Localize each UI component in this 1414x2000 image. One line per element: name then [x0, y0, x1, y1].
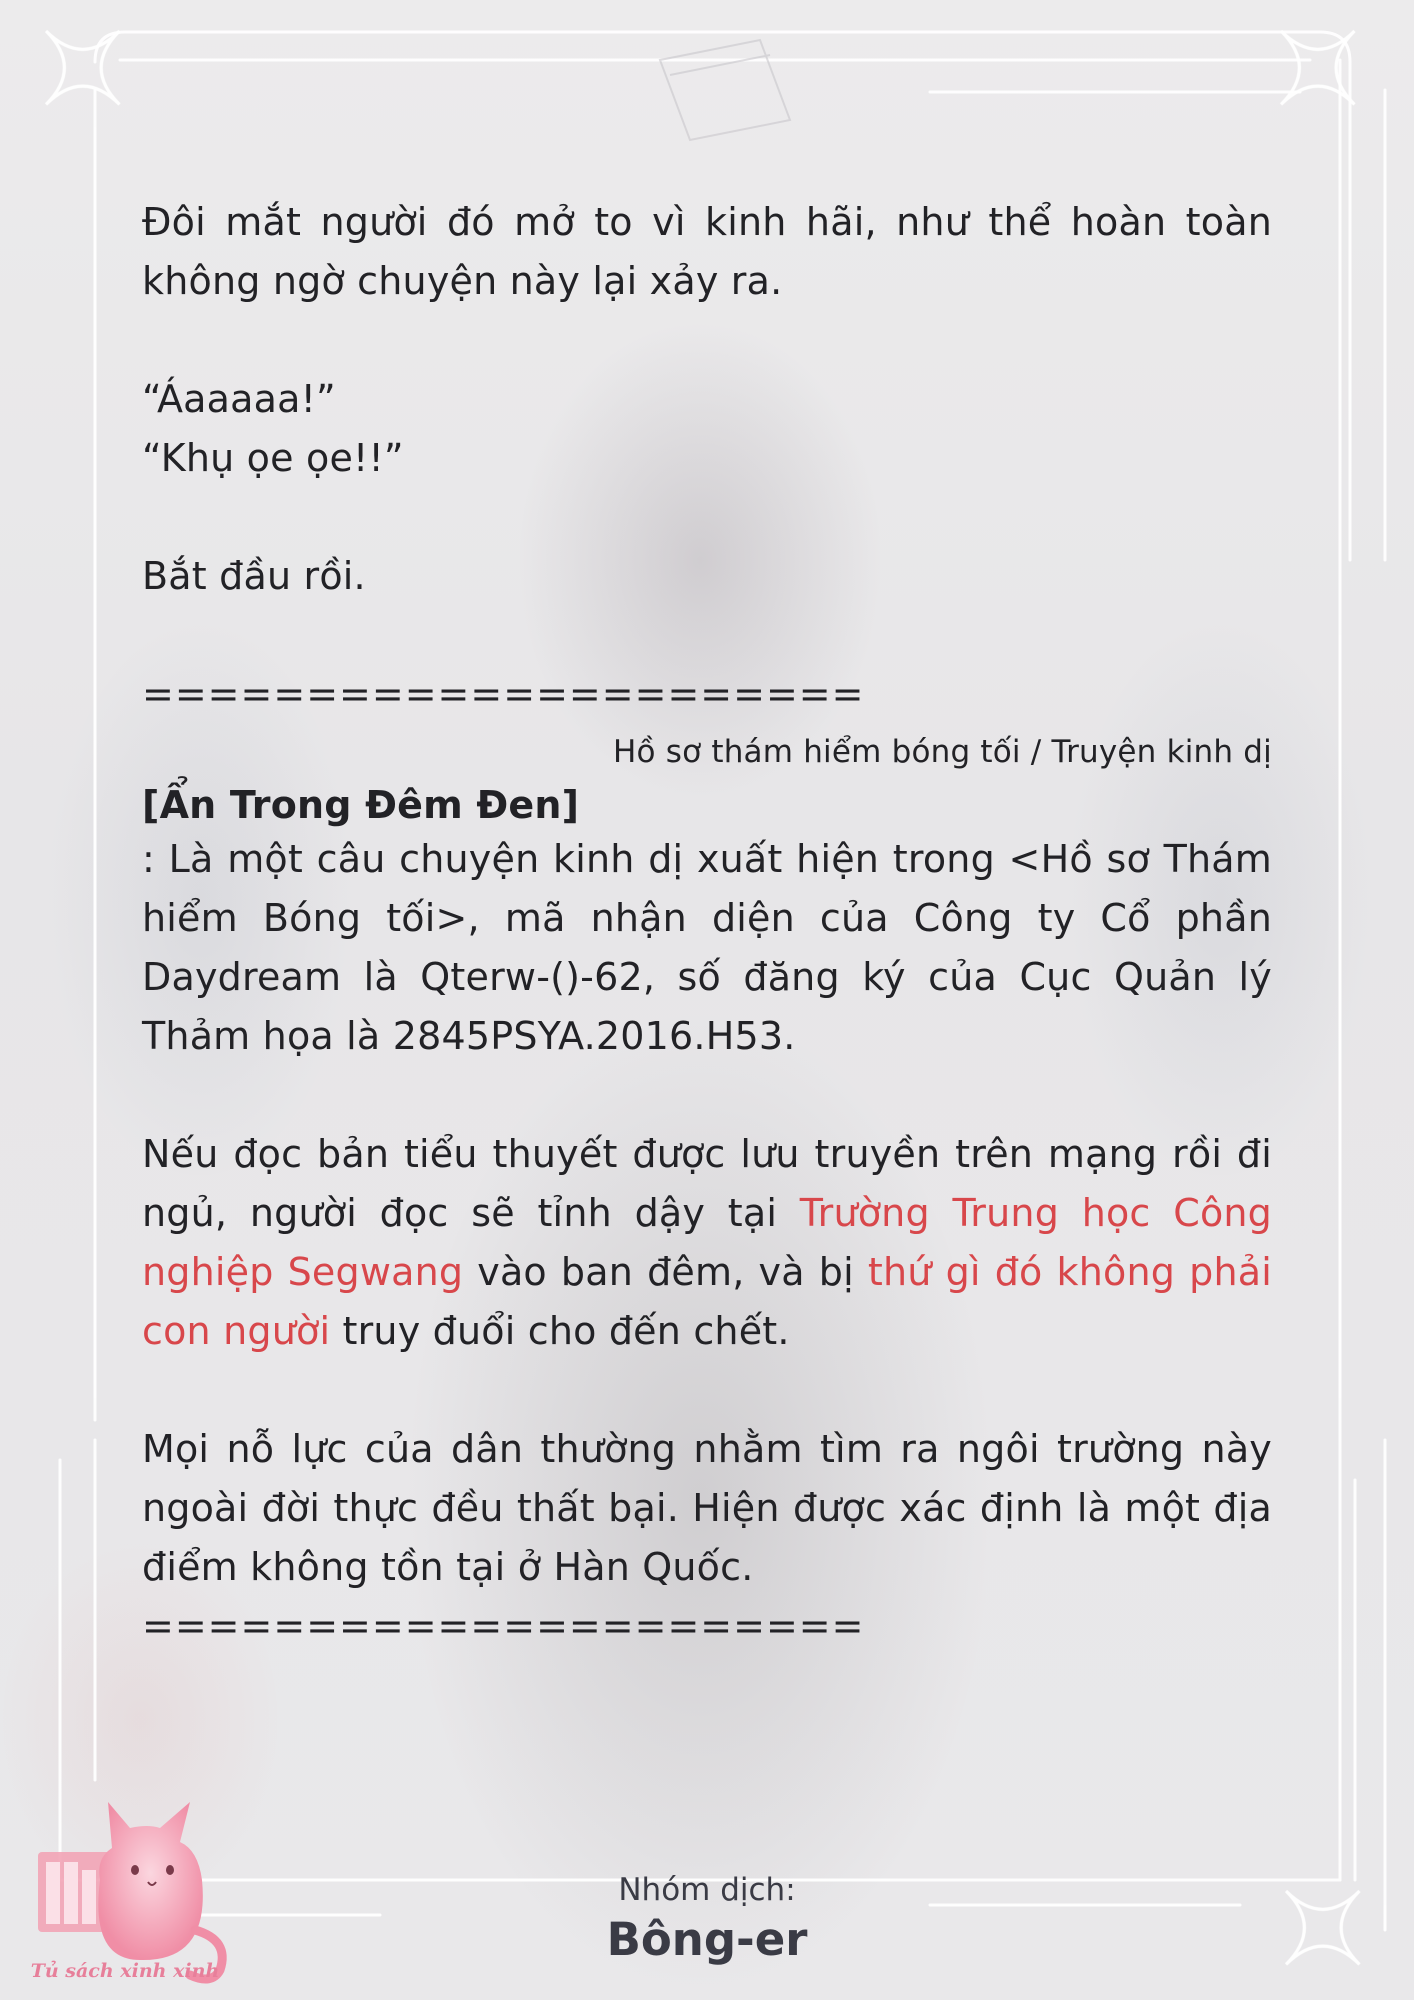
entry-paragraph-3: Mọi nỗ lực của dân thường nhằm tìm ra ngôi trường này ngoài đời thực đều thất bại. Hiện được xác định là một địa điểm không tồn tại ở Hàn Quốc. — [142, 1427, 1272, 1589]
separator-bottom: ====================== — [142, 1604, 865, 1648]
para2-text-2: vào ban đêm, và bị — [463, 1250, 868, 1294]
translator-name: Bông-er — [606, 1913, 808, 1966]
entry-description: : Là một câu chuyện kinh dị xuất hiện trong <Hồ sơ Thám hiểm Bóng tối>, mã nhận diện của Công ty Cổ phần Daydream là Qterw-()-62, số đăng ký của Cục Quản lý Thảm họa là 2845PSYA.2016.H53. — [142, 837, 1272, 1058]
entry-paragraph-2 — [142, 1125, 1272, 1361]
entry-title: [Ẩn Trong Đêm Đen] — [142, 783, 580, 827]
story-text — [142, 193, 1272, 1656]
dialogue-scream-1: “Áaaaaa!” — [142, 377, 336, 421]
highlight-school-name: Trường Trung học Công nghiệp Segwang — [142, 1191, 1273, 1294]
entry-source: Hồ sơ thám hiểm bóng tối / Truyện kinh dị — [613, 734, 1272, 770]
logo-text: Tủ sách xinh xinh — [30, 1960, 220, 1982]
paragraph-intro: Đôi mắt người đó mở to vì kinh hãi, như thể hoàn toàn không ngờ chuyện này lại xảy ra. — [142, 200, 1272, 303]
separator-top: ====================== — [142, 672, 865, 716]
paragraph-begin: Bắt đầu rồi. — [142, 554, 366, 598]
para2-text-1: Nếu đọc bản tiểu thuyết được lưu truyền trên mạng rồi đi ngủ, người đọc sẽ tỉnh dậy tại — [142, 1132, 1272, 1235]
translator-label: Nhóm dịch: — [618, 1872, 796, 1908]
para2-text-3: truy đuổi cho đến chết. — [330, 1309, 790, 1353]
dialogue-scream-2: “Khụ ọe ọe!!” — [142, 436, 404, 480]
highlight-non-human: thứ gì đó không phải con người — [142, 1250, 1273, 1353]
